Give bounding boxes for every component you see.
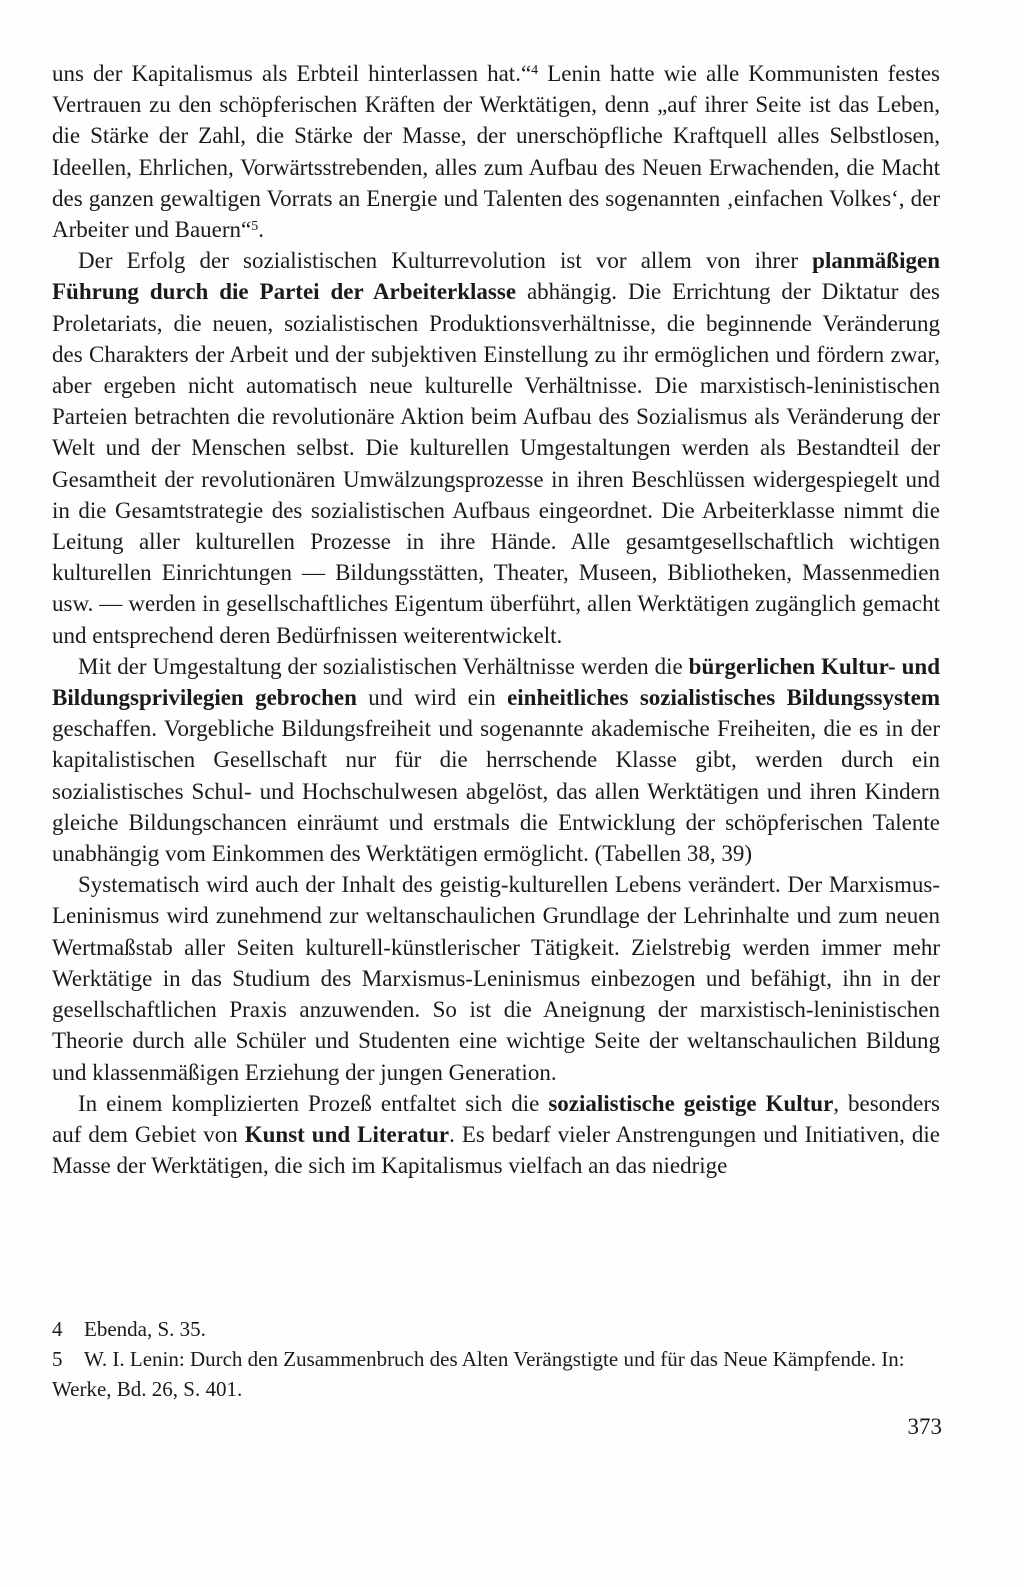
paragraph-1-text-a: uns der Kapitalismus als Erbteil hinterlassen hat.“ xyxy=(52,61,532,86)
body-text xyxy=(52,58,940,1181)
paragraph-5-text-c: . Es bedarf vieler Anstrengungen und Initiativen, die Masse der Werktätigen, die sich im Kapitalismus vielfach an das niedrige xyxy=(52,1121,940,1179)
paragraph-4-text-a: Systematisch wird auch der Inhalt des geistig-kulturellen Lebens verändert. Der Marxismus-Leninismus wird zunehmend zur weltanschaulichen Grundlage der Lehrinhalte und zum neuen Wertmaßstab aller Seiten kulturell-künstlerischer Tätigkeit. Zielstrebig werden immer mehr Werktätige in das Studium des Marxismus-Leninismus einbezogen und befähigt, ihn in der gesellschaftlichen Praxis anzuwenden. So ist die Aneignung der marxistisch-leninistischen Theorie durch alle Schüler und Studenten eine wichtige Seite der weltanschaulichen Bildung und klassenmäßigen Erziehung der jungen Generation. xyxy=(52,872,940,1085)
footnote-ref-5: 5 xyxy=(251,219,259,235)
paragraph-2-text-a: Der Erfolg der sozialistischen Kulturrevolution ist vor allem von ihrer xyxy=(78,248,813,274)
footnote-text: Ebenda, S. 35. xyxy=(84,1317,206,1341)
paragraph-5-bold-b: Kunst und Literatur xyxy=(244,1121,450,1147)
paragraph-3-bold-a: bürgerlichen Kultur- und Bildungsprivilegien gebrochen xyxy=(52,653,940,711)
paragraph-1-text-c: . xyxy=(258,217,265,243)
paragraph-3 xyxy=(52,651,940,869)
paragraph-5-text-a: In einem komplizierten Prozeß entfaltet sich die xyxy=(78,1090,549,1116)
paragraph-3-bold-b: einheitliches sozialistisches Bildungssystem xyxy=(507,685,940,711)
footnote-number: 4 xyxy=(52,1317,63,1341)
paragraph-3-text-c: geschaffen. Vorgebliche Bildungsfreiheit und sogenannte akademische Freiheiten, die es in der kapitalistischen Gesellschaft nur für die herrschende Klasse gibt, werden durch ein sozialistisches Schul- und Hochschulwesen abgelöst, das allen Werktätigen und ihren Kindern gleiche Bildungschancen einräumt und erstmals die Entwicklung der schöpferischen Talente unabhängig vom Einkommen des Werktätigen ermöglicht. (Tabellen 38, 39) xyxy=(52,716,940,867)
paragraph-1 xyxy=(52,58,940,245)
page-number: 373 xyxy=(907,1414,942,1439)
footnote-text: W. I. Lenin: Durch den Zusammenbruch des Alten Verängstigte und für das Neue Kämpfende. In: Werke, Bd. 26, S. 401. xyxy=(52,1347,905,1401)
paragraph-4 xyxy=(52,869,940,1087)
paragraph-2 xyxy=(52,245,940,651)
footnote-ref-4: 4 xyxy=(531,63,539,78)
footnote-4 xyxy=(52,1314,940,1344)
footnotes xyxy=(52,1314,940,1404)
paragraph-2-bold-a: planmäßigen Führung durch die Partei der Arbeiterklasse xyxy=(52,248,940,305)
paragraph-2-text-b: abhängig. Die Errichtung der Diktatur des Proletariats, die neuen, sozialistischen Produktionsverhältnisse, die beginnende Veränderung des Charakters der Arbeit und der subjektiven Einstellung zu ihr ermöglichen und fördern zwar, aber ergeben nicht automatisch neue kulturelle Verhältnisse. Die marxistisch-leninistischen Parteien betrachten die revolutionäre Aktion beim Aufbau des Sozialismus als Veränderung der Welt und der Menschen selbst. Die kulturellen Umgestaltungen werden als Bestandteil der Gesamtheit der revolutionären Umwälzungsprozesse in ihren Beschlüssen widergespiegelt und in die Gesamtstrategie des sozialistischen Aufbaus eingeordnet. Die Arbeiterklasse nimmt die Leitung aller kulturellen Prozesse in ihre Hände. Alle gesamtgesellschaftlich wichtigen kulturellen Einrichtungen — Bildungsstätten, Theater, Museen, Bibliotheken, Massenmedien usw. — werden in gesellschaftliches Eigentum überführt, allen Werktätigen zugänglich gemacht und entsprechend deren Bedürfnissen weiterentwickelt. xyxy=(52,279,940,648)
paragraph-5 xyxy=(52,1088,940,1182)
paragraph-5-bold-a: sozialistische geistige Kultur xyxy=(548,1090,834,1116)
footnote-5 xyxy=(52,1344,940,1404)
footnote-number: 5 xyxy=(52,1347,63,1371)
paragraph-5-text-b: , besonders auf dem Gebiet von xyxy=(52,1090,941,1147)
paragraph-1-text-b: Lenin hatte wie alle Kommunisten festes Vertrauen zu den schöpferischen Kräften der Werktätigen, denn „auf ihrer Seite ist das Leben, die Stärke der Zahl, die Stärke der Masse, der unerschöpfliche Kraftquell alles Selbstlosen, Ideellen, Ehrlichen, Vorwärtsstrebenden, alles zum Aufbau des Neuen Erwachenden, die Macht des ganzen gewaltigen Vorrats an Energie und Talenten des sogenannten ‚einfachen Volkes‘, der Arbeiter und Bauern“ xyxy=(52,61,941,243)
paragraph-3-text-a: Mit der Umgestaltung der sozialistischen Verhältnisse werden die xyxy=(78,653,689,679)
paragraph-3-text-b: und wird ein xyxy=(356,685,508,711)
